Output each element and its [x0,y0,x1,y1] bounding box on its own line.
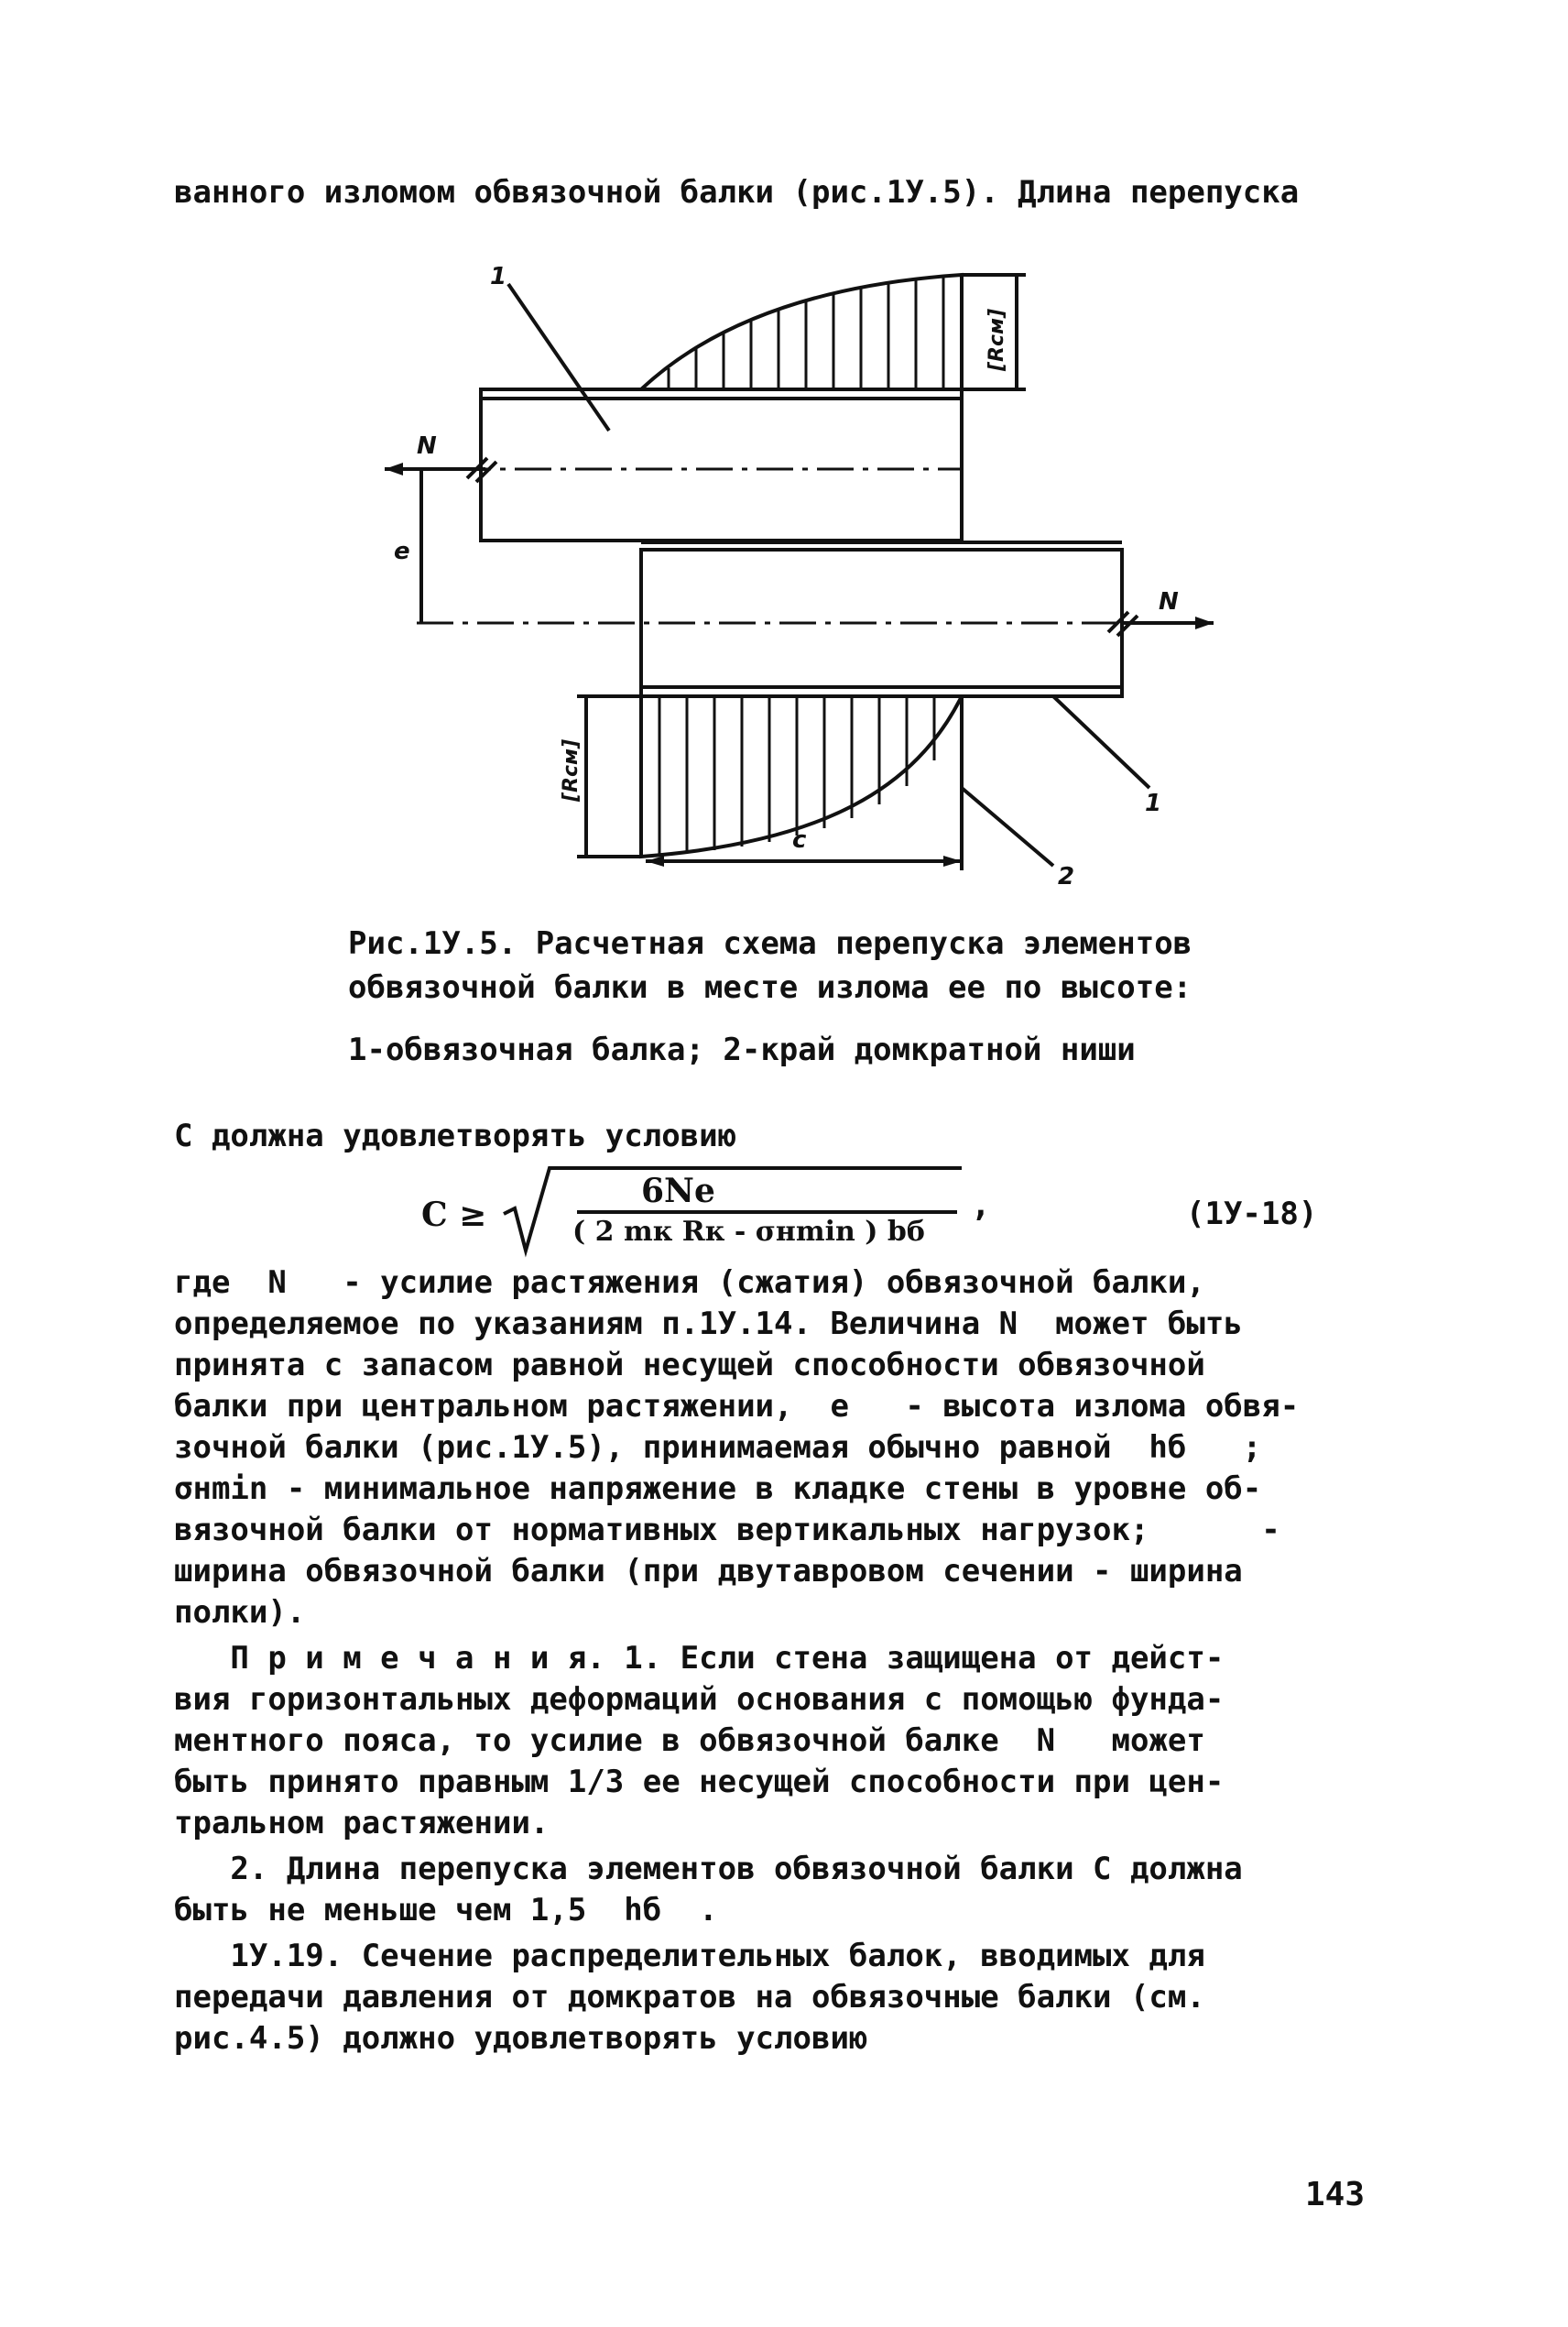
label-rcm-top: [Rсм] [985,308,1008,371]
figure-caption-line-1: Рис.1У.5. Расчетная схема перепуска элементов [348,925,1192,962]
para1-line-1: где N - усилие растяжения (сжатия) обвязочной балки, [174,1264,1205,1301]
label-1-bottom: 1 [1145,790,1162,817]
para1-line-8: ширина обвязочной балки (при двутавровом сечении - ширина [174,1553,1243,1590]
beam-overlap-diagram [0,0,1568,916]
para19-line-2: передачи давления от домкратов на обвязочные балки (см. [174,1979,1205,2016]
label-n-left: N [417,432,437,460]
notes1-line-3: ментного пояса, то усилие в обвязочной балке N может [174,1722,1205,1759]
label-2: 2 [1058,863,1075,890]
notes1-line-5: тральном растяжении. [174,1805,550,1841]
label-n-right: N [1159,588,1179,616]
figure-caption-line-2: обвязочной балки в месте излома ее по высоте: [348,969,1192,1006]
para19-line-3: рис.4.5) должно удовлетворять условию [174,2020,868,2057]
para1-line-9: полки). [174,1594,306,1631]
formula-denominator: ( 2 mк Rк - σнmin ) bб [572,1216,925,1248]
formula-comma: , [971,1186,991,1224]
notes1-line-2: вия горизонтальных деформаций основания с помощью фунда- [174,1681,1225,1718]
formula-numerator: 6Ne [641,1172,715,1210]
formula-number: (1У-18) [1186,1196,1318,1232]
top-stress-diagram [641,275,962,389]
para1-line-5: зочной балки (рис.1У.5), принимаемая обычно равной hб ; [174,1429,1262,1466]
label-1-top: 1 [490,263,507,290]
top-text-line: ванного изломом обвязочной балки (рис.1У.5). Длина перепуска [174,174,1300,211]
notes1-line-1: П р и м е ч а н и я. 1. Если стена защищена от дейст- [174,1640,1225,1677]
upper-beam [481,389,962,541]
intro-line: С должна удовлетворять условию [174,1118,737,1154]
notes1-line-4: быть принято правным 1/3 ее несущей способности при цен- [174,1764,1225,1800]
label-rcm-bottom: [Rсм] [560,738,583,802]
para1-line-2: определяемое по указаниям п.1У.14. Величина N может быть [174,1306,1243,1342]
para1-line-3: принята с запасом равной несущей способности обвязочной [174,1347,1205,1383]
label-c: c [792,826,807,854]
notes2-line-2: быть не меньше чем 1,5 hб . [174,1892,718,1928]
page-number: 143 [1305,2176,1366,2213]
formula [403,1159,1429,1260]
figure-caption-line-3: 1-обвязочная балка; 2-край домкратной ниши [348,1032,1136,1068]
para1-line-7: вязочной балки от нормативных вертикальных нагрузок; - [174,1512,1280,1548]
label-e: e [394,538,410,565]
para19-line-1: 1У.19. Сечение распределительных балок, вводимых для [174,1938,1205,1974]
notes2-line-1: 2. Длина перепуска элементов обвязочной балки С должна [174,1851,1243,1887]
formula-lhs: C ≥ [421,1196,487,1234]
para1-line-4: балки при центральном растяжении, e - высота излома обвя- [174,1388,1300,1425]
para1-line-6: σнmin - минимальное напряжение в кладке стены в уровне об- [174,1470,1262,1507]
